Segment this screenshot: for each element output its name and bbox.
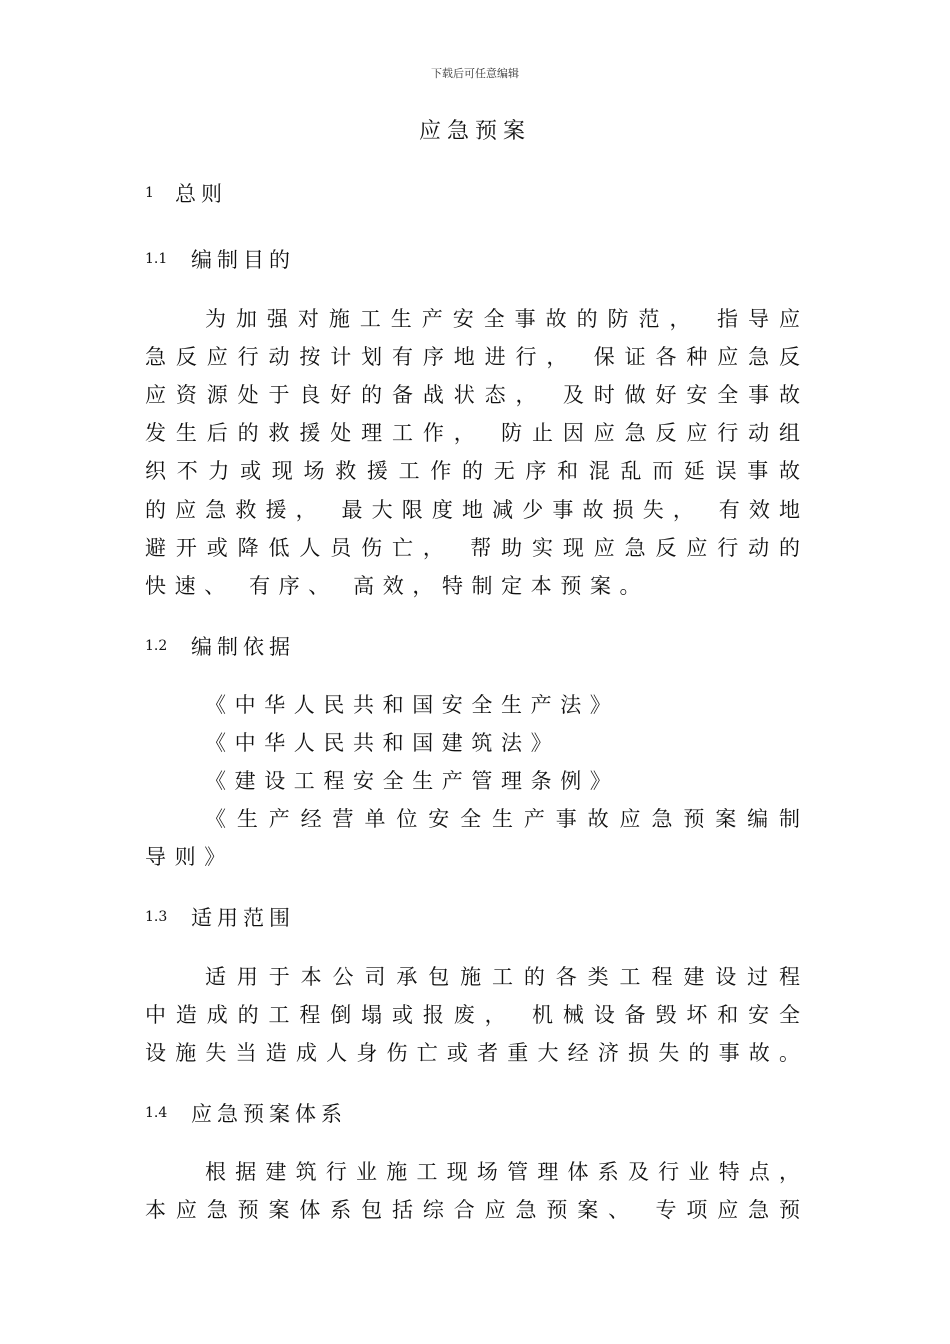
section-title: 总则 [175,182,227,206]
section-number: 1.1 [145,251,168,267]
reference-item: 《生产经营单位安全生产事故应急预案编制 [205,807,800,831]
section-heading-scope [145,902,295,932]
section-title: 适用范围 [191,906,295,930]
section-heading-system [145,1098,347,1128]
page-header: 下载后可任意编辑 [431,67,519,80]
paragraph-line: 为加强对施工生产安全事故的防范， 指导应 [205,307,800,331]
paragraph-line: 适用于本公司承包施工的各类工程建设过程 [205,965,800,989]
document-title: 应急预案 [418,119,531,144]
paragraph-line: 中造成的工程倒塌或报废， 机械设备毁坏和安全 [145,1003,800,1027]
section-heading-general [145,178,227,208]
section-heading-purpose [145,244,295,274]
section-number: 1 [145,185,154,201]
section-number: 1.2 [145,638,168,654]
paragraph-line: 设施失当造成人身伤亡或者重大经济损失的事故。 [145,1041,800,1065]
paragraph-line: 发生后的救援处理工作， 防止因应急反应行动组 [145,421,800,445]
reference-item: 《中华人民共和国建筑法》 [205,731,561,755]
paragraph-line: 应资源处于良好的备战状态， 及时做好安全事故 [145,383,800,407]
paragraph-line: 快速、 有序、 高效，特制定本预案。 [145,574,650,598]
reference-item: 《中华人民共和国安全生产法》 [205,693,620,717]
section-title: 编制依据 [191,635,295,659]
paragraph-line: 本应急预案体系包括综合应急预案、 专项应急预 [145,1198,800,1222]
paragraph-line: 织不力或现场救援工作的无序和混乱而延误事故 [145,459,800,483]
section-title: 编制目的 [191,248,295,272]
reference-item: 《建设工程安全生产管理条例》 [205,769,620,793]
reference-item-continued: 导则》 [145,845,234,869]
paragraph-line: 避开或降低人员伤亡， 帮助实现应急反应行动的 [145,536,800,560]
section-number: 1.4 [145,1105,168,1121]
section-heading-basis [145,631,295,661]
paragraph-line: 的应急救援， 最大限度地减少事故损失， 有效地 [145,498,800,522]
paragraph-line: 根据建筑行业施工现场管理体系及行业特点， [205,1160,800,1184]
section-title: 应急预案体系 [191,1102,347,1126]
paragraph-line: 急反应行动按计划有序地进行， 保证各种应急反 [145,345,800,369]
section-number: 1.3 [145,909,168,925]
